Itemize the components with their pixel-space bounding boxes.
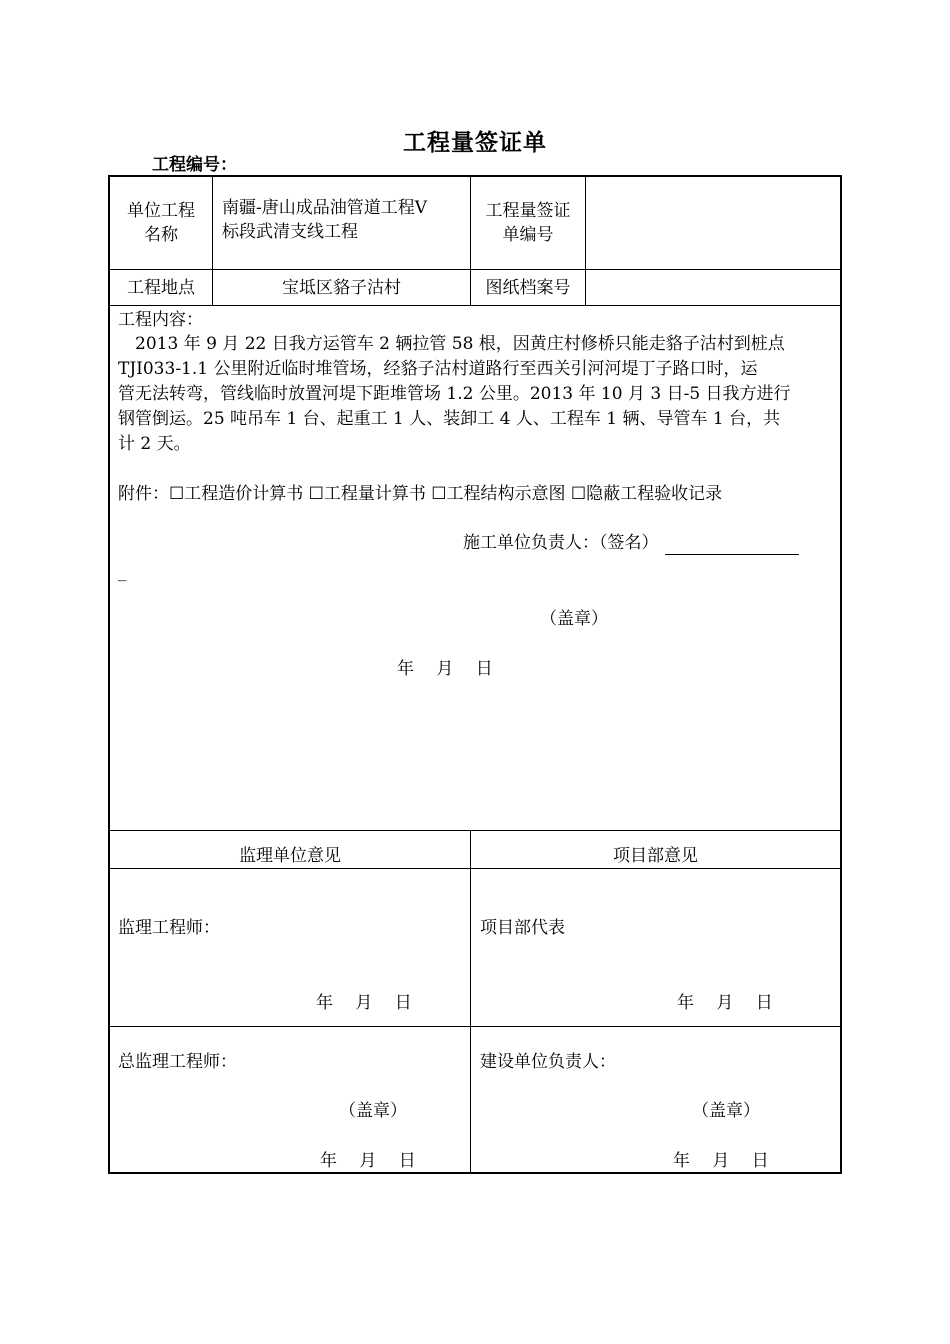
owner-seal: （盖章）	[692, 1101, 760, 1121]
content-line: 计 2 天。	[118, 434, 191, 454]
signature-overflow-dash: _	[118, 562, 127, 582]
contractor-signature-label: 施工单位负责人：（签名）	[463, 533, 659, 553]
content-line: 钢管倒运。25 吨吊车 1 台、起重工 1 人、装卸工 4 人、工程车 1 辆、导管车 1 台，共	[118, 409, 781, 429]
cert-number-label	[471, 199, 585, 247]
drawing-archive-label: 图纸档案号	[485, 278, 571, 298]
unit-name-label-line: 单位工程	[127, 201, 195, 221]
signature-line[interactable]	[665, 536, 799, 555]
supervision-opinion-header: 监理单位意见	[239, 846, 341, 866]
project-opinion-header: 项目部意见	[613, 846, 698, 866]
unit-name-label-line: 名称	[144, 225, 178, 245]
table-border-right	[840, 175, 842, 1174]
unit-name-value-line: 标段武清支线工程	[222, 222, 358, 242]
owner-representative-label: 建设单位负责人：	[480, 1052, 616, 1072]
supervision-engineer-label: 监理工程师：	[118, 918, 220, 938]
chief-supervisor-label: 总监理工程师：	[118, 1052, 237, 1072]
attachments-checklist[interactable]: 附件：☐工程造价计算书 ☐工程量计算书 ☐工程结构示意图 ☐隐蔽工程验收记录	[118, 484, 723, 504]
content-line: 2013 年 9 月 22 日我方运管车 2 辆拉管 58 根，因黄庄村修桥只能走貉子沽村到桩点	[135, 334, 785, 354]
unit-name-value-line: 南疆-唐山成品油管道工程Ⅴ	[222, 198, 428, 218]
row-divider	[108, 868, 842, 869]
content-label: 工程内容：	[118, 310, 203, 330]
contractor-date: 年 月 日	[397, 659, 493, 679]
cert-number-label-line: 工程量签证	[485, 201, 571, 221]
contractor-seal: （盖章）	[540, 609, 608, 629]
table-border-top	[108, 175, 842, 177]
cert-number-label-line: 单编号	[502, 225, 554, 245]
table-border-left	[108, 175, 110, 1174]
col-divider	[585, 175, 586, 306]
col-divider	[470, 830, 471, 1173]
chief-supervisor-seal: （盖章）	[339, 1101, 407, 1121]
row-divider	[108, 1026, 842, 1027]
supervision-date: 年 月 日	[316, 993, 412, 1013]
unit-name-value	[222, 196, 427, 244]
chief-supervisor-date: 年 月 日	[320, 1151, 416, 1171]
contractor-signature	[463, 531, 799, 555]
unit-name-label	[110, 199, 212, 247]
page-title: 工程量签证单	[403, 129, 547, 156]
row-divider	[108, 269, 842, 270]
project-date: 年 月 日	[677, 993, 773, 1013]
project-number-label: 工程编号：	[152, 155, 237, 175]
site-value: 宝坻区貉子沽村	[282, 278, 401, 298]
content-line: TJI033-1.1 公里附近临时堆管场，经貉子沽村道路行至西关引河河堤丁子路口时，运	[118, 359, 758, 379]
row-divider	[108, 305, 842, 306]
row-divider	[108, 830, 842, 831]
site-label: 工程地点	[127, 278, 195, 298]
owner-date: 年 月 日	[673, 1151, 769, 1171]
project-representative-label: 项目部代表	[480, 918, 565, 938]
content-line: 管无法转弯，管线临时放置河堤下距堆管场 1.2 公里。2013 年 10 月 3 日-5 日我方进行	[118, 384, 791, 404]
